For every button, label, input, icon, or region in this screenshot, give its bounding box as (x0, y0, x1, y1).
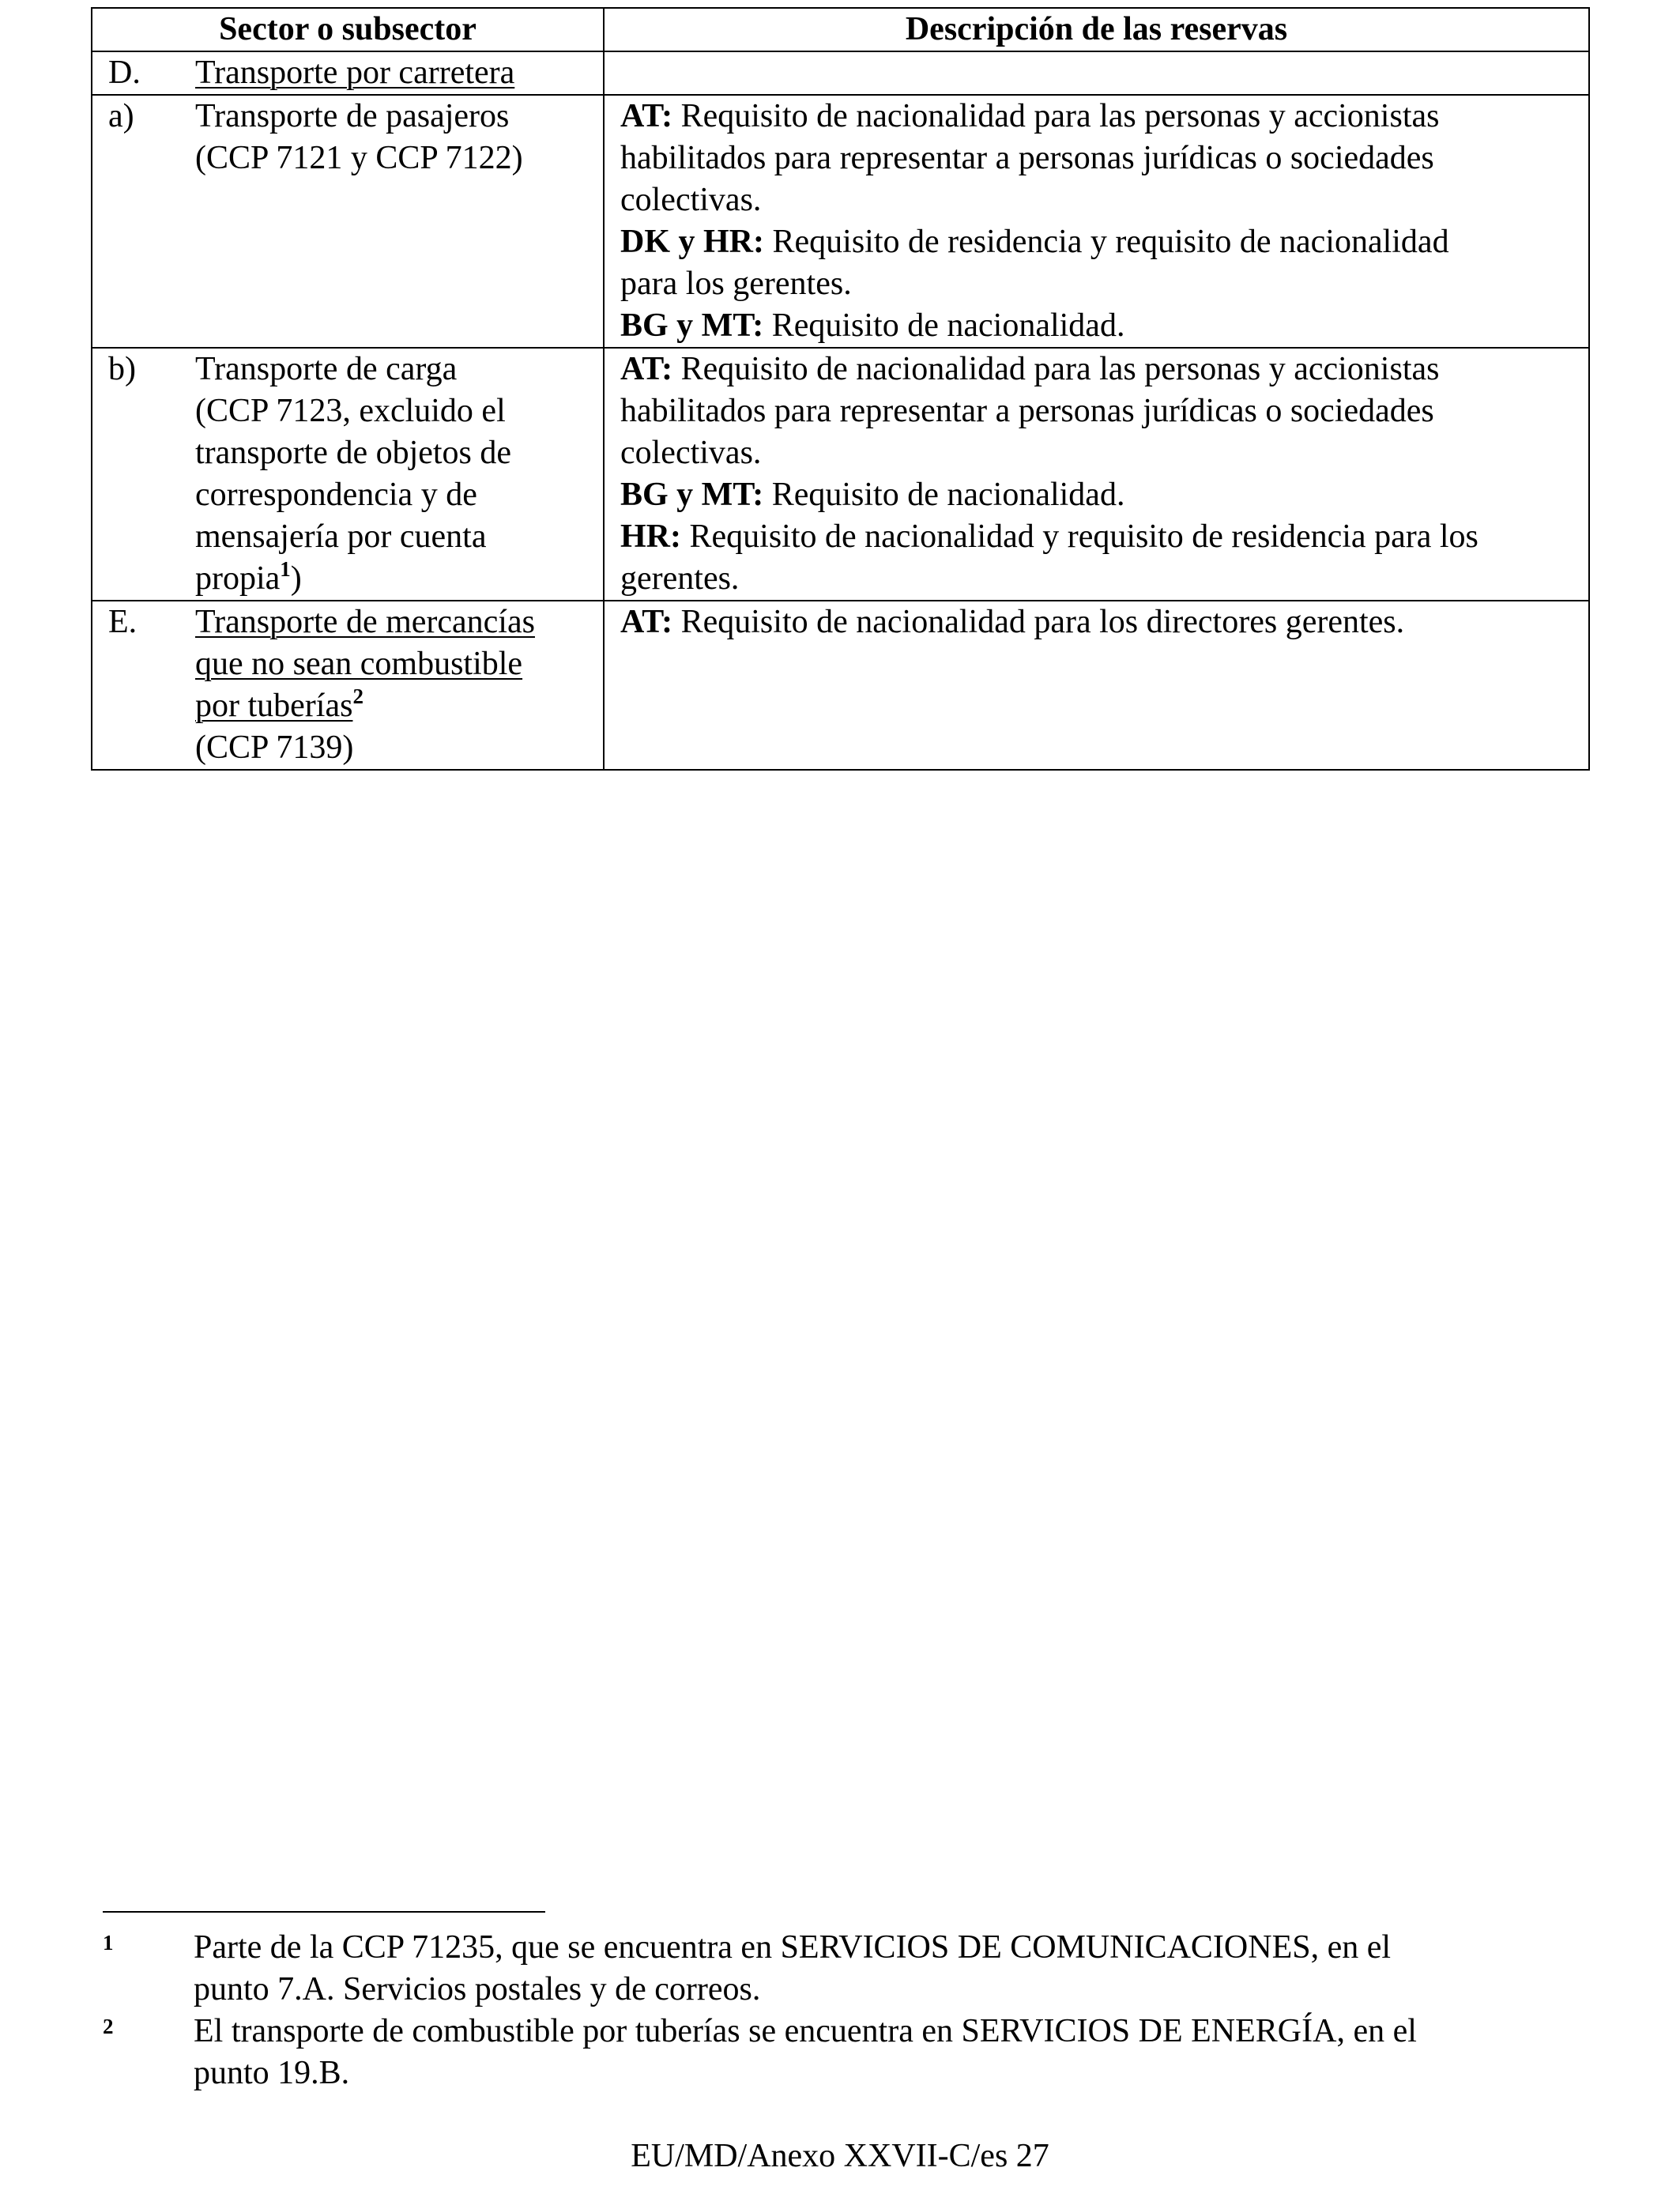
country-code: AT: (620, 604, 673, 640)
description-line: habilitados para representar a personas jurídicas o sociedades (620, 393, 1434, 429)
table-row-d (92, 51, 1589, 95)
sector-line: Transporte de mercancías (195, 604, 535, 640)
footnotes (103, 1927, 1573, 2094)
footnote-line: El transporte de combustible por tuberías se encuentra en SERVICIOS DE ENERGÍA, en el (194, 2013, 1417, 2049)
description-line: para los gerentes. (620, 266, 852, 302)
row-marker-d: D. (108, 55, 141, 91)
sector-line: por tuberías$^2$ (195, 684, 363, 724)
description-line: AT: Requisito de nacionalidad para los directores gerentes. (620, 604, 1405, 640)
table-row-b (92, 348, 1589, 601)
sector-cell-a (92, 95, 604, 348)
sector-line: (CCP 7123, excluido el (195, 393, 506, 429)
description-cell-e (604, 601, 1589, 770)
footnote-line: Parte de la CCP 71235, que se encuentra en SERVICIOS DE COMUNICACIONES, en el (194, 1929, 1392, 1966)
country-code: BG y MT: (620, 307, 764, 344)
sector-line: (CCP 7121 y CCP 7122) (195, 140, 523, 176)
sector-line: Transporte de carga (195, 351, 458, 387)
table-row-a (92, 95, 1589, 348)
footnote-ref-2[interactable]: 2 (352, 684, 363, 708)
description-cell-a (604, 95, 1589, 348)
sector-line: transporte de objetos de (195, 435, 512, 471)
country-code: HR: (620, 518, 681, 555)
description-line: colectivas. (620, 182, 762, 218)
footnote-number: 2 (103, 2015, 114, 2038)
table-row-e (92, 601, 1589, 770)
sector-line: correspondencia y de (195, 477, 477, 513)
description-cell-b (604, 348, 1589, 601)
header-description: Descripción de las reservas (604, 8, 1589, 51)
sector-line: que no sean combustible (195, 646, 523, 682)
footnote-line: punto 19.B. (194, 2055, 350, 2091)
description-line: BG y MT: Requisito de nacionalidad. (620, 307, 1125, 344)
description-line: gerentes. (620, 560, 740, 597)
sector-line: Transporte de pasajeros (195, 98, 510, 134)
footnote-1 (103, 1927, 1573, 2011)
description-line: DK y HR: Requisito de residencia y requisito de nacionalidad (620, 224, 1449, 260)
sector-cell-d (92, 51, 604, 95)
description-line: BG y MT: Requisito de nacionalidad. (620, 477, 1125, 513)
description-line: AT: Requisito de nacionalidad para las personas y accionistas (620, 98, 1440, 134)
row-marker-b: b) (108, 351, 136, 387)
reservations-table (91, 7, 1590, 771)
row-marker-e: E. (108, 604, 137, 640)
sector-cell-e (92, 601, 604, 770)
country-code: AT: (620, 98, 673, 134)
page-footer: EU/MD/Anexo XXVII-C/es 27 (631, 2138, 1049, 2174)
sector-line: propia$^1$) (195, 556, 302, 597)
footnote-ref-1[interactable]: 1 (280, 556, 291, 581)
footnote-2 (103, 2011, 1573, 2094)
table-header-row (92, 8, 1589, 51)
description-line: HR: Requisito de nacionalidad y requisito de residencia para los (620, 518, 1478, 555)
row-marker-a: a) (108, 98, 134, 134)
description-line: AT: Requisito de nacionalidad para las personas y accionistas (620, 351, 1440, 387)
sector-code: (CCP 7139) (195, 729, 354, 766)
footnote-line: punto 7.A. Servicios postales y de correos. (194, 1971, 761, 2007)
header-sector: Sector o subsector (92, 8, 604, 51)
country-code: BG y MT: (620, 477, 764, 513)
sector-line: mensajería por cuenta (195, 518, 487, 555)
description-line: habilitados para representar a personas jurídicas o sociedades (620, 140, 1434, 176)
footnote-number: 1 (103, 1931, 114, 1955)
country-code: DK y HR: (620, 224, 764, 260)
footnote-separator (103, 1911, 545, 1913)
sector-title-road-transport: Transporte por carretera (195, 55, 515, 91)
description-line: colectivas. (620, 435, 762, 471)
sector-cell-b (92, 348, 604, 601)
country-code: AT: (620, 351, 673, 387)
description-cell-d (604, 51, 1589, 95)
